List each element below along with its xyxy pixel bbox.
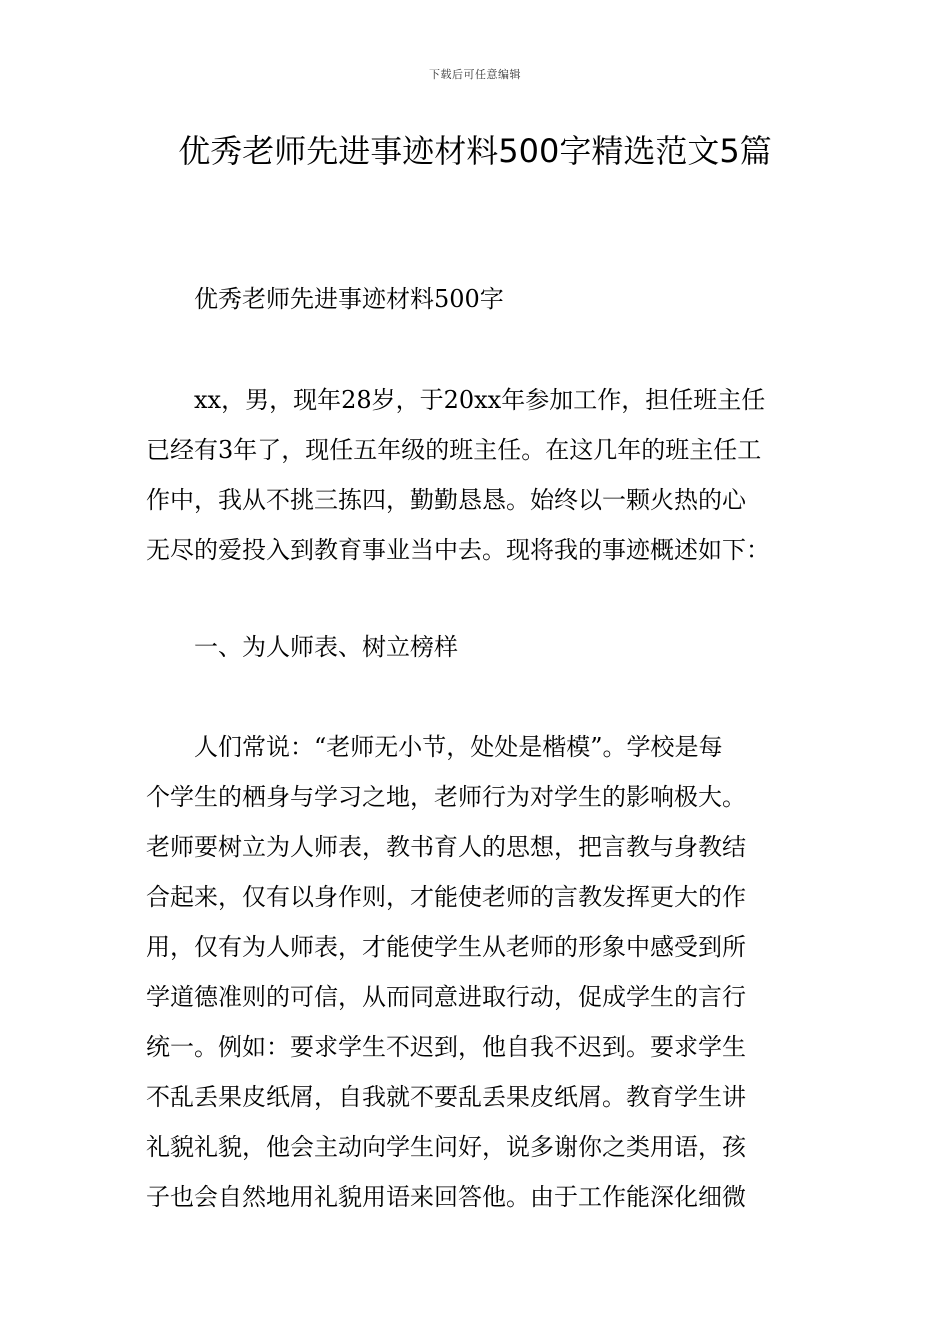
paragraph-line: 不乱丢果皮纸屑，自我就不要乱丢果皮纸屑。教育学生讲 bbox=[146, 1083, 746, 1111]
paragraph-line: 个学生的栖身与学习之地，老师行为对学生的影响极大。 bbox=[146, 783, 746, 811]
header-note: 下载后可任意编辑 bbox=[429, 68, 521, 81]
paragraph-line: 人们常说：“老师无小节，处处是楷模”。学校是每 bbox=[194, 733, 723, 761]
paragraph-line: 合起来，仅有以身作则，才能使老师的言教发挥更大的作 bbox=[146, 883, 746, 911]
paragraph-line: xx，男，现年28岁，于20xx年参加工作，担任班主任 bbox=[194, 386, 766, 414]
paragraph-line: 学道德准则的可信，从而同意进取行动，促成学生的言行 bbox=[146, 983, 746, 1011]
subtitle: 优秀老师先进事迹材料500字 bbox=[194, 285, 504, 313]
paragraph-2 bbox=[146, 722, 808, 1222]
paragraph-line: 老师要树立为人师表，教书育人的思想，把言教与身教结 bbox=[146, 833, 746, 861]
paragraph-line: 统一。例如：要求学生不迟到，他自我不迟到。要求学生 bbox=[146, 1033, 746, 1061]
paragraph-line: 无尽的爱投入到教育事业当中去。现将我的事迹概述如下： bbox=[146, 536, 770, 564]
document-title: 优秀老师先进事迹材料500字精选范文5篇 bbox=[178, 132, 772, 170]
paragraph-line: 礼貌礼貌，他会主动向学生问好，说多谢你之类用语，孩 bbox=[146, 1133, 746, 1161]
paragraph-line: 用，仅有为人师表，才能使学生从老师的形象中感受到所 bbox=[146, 933, 746, 961]
paragraph-line: 作中，我从不挑三拣四，勤勤恳恳。始终以一颗火热的心 bbox=[146, 486, 746, 514]
paragraph-line: 已经有3年了，现任五年级的班主任。在这几年的班主任工 bbox=[146, 436, 762, 464]
paragraph-line: 子也会自然地用礼貌用语来回答他。由于工作能深化细微 bbox=[146, 1183, 746, 1211]
paragraph-1 bbox=[146, 375, 808, 575]
section-heading: 一、为人师表、树立榜样 bbox=[194, 633, 458, 661]
